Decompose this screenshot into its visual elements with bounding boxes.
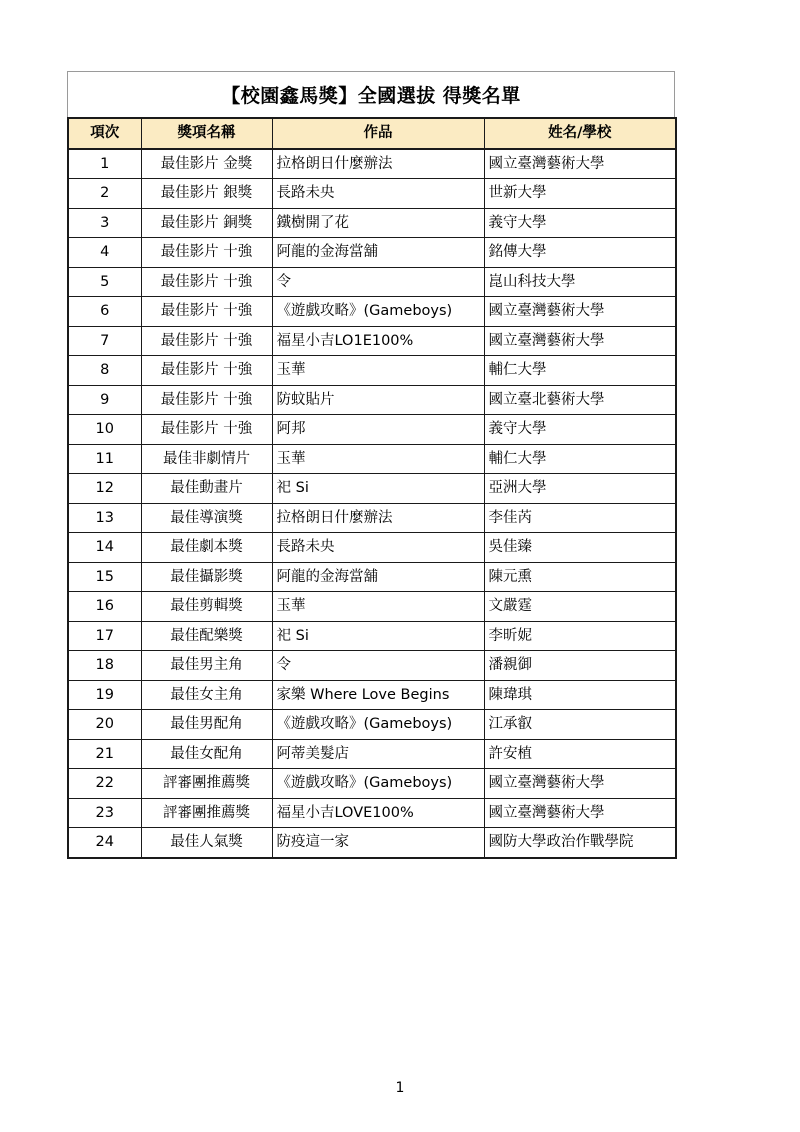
- table-row: [68, 474, 676, 504]
- cell-winner: 亞洲大學: [484, 474, 676, 504]
- cell-award: 最佳攝影獎: [141, 562, 272, 592]
- header-award: 獎項名稱: [141, 118, 272, 149]
- table-row: [68, 444, 676, 474]
- cell-num: 10: [68, 415, 141, 445]
- cell-work: 《遊戲攻略》(Gameboys): [272, 710, 484, 740]
- cell-work: 阿蒂美髮店: [272, 739, 484, 769]
- cell-winner: 銘傳大學: [484, 238, 676, 268]
- cell-award: 最佳影片 十強: [141, 238, 272, 268]
- cell-winner: 許安植: [484, 739, 676, 769]
- table-row: [68, 739, 676, 769]
- cell-work: 防疫這一家: [272, 828, 484, 858]
- table-row: [68, 503, 676, 533]
- table-row: [68, 297, 676, 327]
- cell-work: 長路未央: [272, 533, 484, 563]
- table-row: [68, 651, 676, 681]
- cell-num: 20: [68, 710, 141, 740]
- cell-winner: 江承叡: [484, 710, 676, 740]
- cell-num: 14: [68, 533, 141, 563]
- cell-award: 評審團推薦獎: [141, 769, 272, 799]
- cell-work: 福星小吉LOVE100%: [272, 798, 484, 828]
- table-row: [68, 680, 676, 710]
- cell-work: 家樂 Where Love Begins: [272, 680, 484, 710]
- cell-num: 23: [68, 798, 141, 828]
- table-row: [68, 238, 676, 268]
- cell-num: 12: [68, 474, 141, 504]
- cell-num: 5: [68, 267, 141, 297]
- cell-num: 11: [68, 444, 141, 474]
- cell-winner: 輔仁大學: [484, 444, 676, 474]
- table-row: [68, 562, 676, 592]
- cell-num: 18: [68, 651, 141, 681]
- cell-work: 令: [272, 651, 484, 681]
- cell-winner: 世新大學: [484, 179, 676, 209]
- cell-award: 最佳劇本獎: [141, 533, 272, 563]
- cell-award: 最佳影片 十強: [141, 356, 272, 386]
- cell-award: 最佳影片 十強: [141, 267, 272, 297]
- table-row: [68, 828, 676, 858]
- table-row: [68, 533, 676, 563]
- header-work: 作品: [272, 118, 484, 149]
- table-row: [68, 710, 676, 740]
- cell-num: 1: [68, 149, 141, 179]
- cell-award: 最佳男配角: [141, 710, 272, 740]
- cell-work: 玉華: [272, 444, 484, 474]
- cell-winner: 陳瑋琪: [484, 680, 676, 710]
- cell-num: 9: [68, 385, 141, 415]
- table-row: [68, 208, 676, 238]
- table-row: [68, 267, 676, 297]
- table-row: [68, 769, 676, 799]
- cell-award: 最佳剪輯獎: [141, 592, 272, 622]
- cell-winner: 國立臺灣藝術大學: [484, 297, 676, 327]
- cell-winner: 義守大學: [484, 415, 676, 445]
- cell-num: 7: [68, 326, 141, 356]
- cell-work: 《遊戲攻略》(Gameboys): [272, 297, 484, 327]
- cell-work: 玉華: [272, 592, 484, 622]
- cell-award: 評審團推薦獎: [141, 798, 272, 828]
- cell-num: 21: [68, 739, 141, 769]
- cell-winner: 國立臺灣藝術大學: [484, 326, 676, 356]
- cell-num: 22: [68, 769, 141, 799]
- cell-work: 阿邦: [272, 415, 484, 445]
- table-row: [68, 179, 676, 209]
- cell-winner: 國立臺灣藝術大學: [484, 149, 676, 179]
- cell-award: 最佳影片 銅獎: [141, 208, 272, 238]
- cell-num: 2: [68, 179, 141, 209]
- page-number: 1: [395, 1080, 405, 1096]
- cell-num: 3: [68, 208, 141, 238]
- cell-num: 4: [68, 238, 141, 268]
- cell-winner: 李佳芮: [484, 503, 676, 533]
- cell-award: 最佳影片 銀獎: [141, 179, 272, 209]
- cell-num: 19: [68, 680, 141, 710]
- cell-num: 16: [68, 592, 141, 622]
- award-table: [67, 117, 677, 859]
- table-row: [68, 415, 676, 445]
- table-row: [68, 356, 676, 386]
- cell-award: 最佳影片 十強: [141, 415, 272, 445]
- cell-work: 阿龍的金海當舖: [272, 238, 484, 268]
- table-header-row: [68, 118, 676, 149]
- cell-num: 15: [68, 562, 141, 592]
- cell-winner: 國立臺北藝術大學: [484, 385, 676, 415]
- table-row: [68, 592, 676, 622]
- table-row: [68, 621, 676, 651]
- cell-work: 拉格朗日什麼辦法: [272, 503, 484, 533]
- cell-winner: 國立臺灣藝術大學: [484, 769, 676, 799]
- cell-award: 最佳影片 十強: [141, 297, 272, 327]
- cell-award: 最佳導演獎: [141, 503, 272, 533]
- cell-work: 祀 Si: [272, 474, 484, 504]
- cell-award: 最佳影片 金獎: [141, 149, 272, 179]
- cell-winner: 潘親御: [484, 651, 676, 681]
- cell-award: 最佳人氣獎: [141, 828, 272, 858]
- header-winner: 姓名/學校: [484, 118, 676, 149]
- cell-winner: 崑山科技大學: [484, 267, 676, 297]
- cell-award: 最佳女主角: [141, 680, 272, 710]
- table-row: [68, 798, 676, 828]
- document-title: 【校園鑫馬獎】全國選拔 得獎名單: [67, 71, 675, 117]
- table-row: [68, 149, 676, 179]
- cell-winner: 吳佳臻: [484, 533, 676, 563]
- cell-winner: 李昕妮: [484, 621, 676, 651]
- cell-award: 最佳動畫片: [141, 474, 272, 504]
- cell-award: 最佳非劇情片: [141, 444, 272, 474]
- cell-award: 最佳影片 十強: [141, 385, 272, 415]
- cell-num: 8: [68, 356, 141, 386]
- cell-winner: 輔仁大學: [484, 356, 676, 386]
- cell-work: 玉華: [272, 356, 484, 386]
- cell-num: 6: [68, 297, 141, 327]
- header-num: 項次: [68, 118, 141, 149]
- cell-winner: 國立臺灣藝術大學: [484, 798, 676, 828]
- cell-work: 祀 Si: [272, 621, 484, 651]
- cell-winner: 義守大學: [484, 208, 676, 238]
- award-sheet: [67, 71, 675, 859]
- table-row: [68, 326, 676, 356]
- cell-num: 17: [68, 621, 141, 651]
- cell-num: 24: [68, 828, 141, 858]
- cell-work: 福星小吉LO1E100%: [272, 326, 484, 356]
- cell-work: 《遊戲攻略》(Gameboys): [272, 769, 484, 799]
- cell-work: 令: [272, 267, 484, 297]
- cell-award: 最佳影片 十強: [141, 326, 272, 356]
- cell-work: 阿龍的金海當舖: [272, 562, 484, 592]
- cell-work: 拉格朗日什麼辦法: [272, 149, 484, 179]
- cell-work: 長路未央: [272, 179, 484, 209]
- cell-winner: 陳元熏: [484, 562, 676, 592]
- cell-work: 鐵樹開了花: [272, 208, 484, 238]
- cell-winner: 文嚴霆: [484, 592, 676, 622]
- cell-work: 防蚊貼片: [272, 385, 484, 415]
- cell-num: 13: [68, 503, 141, 533]
- cell-award: 最佳女配角: [141, 739, 272, 769]
- table-body: [68, 149, 676, 858]
- cell-award: 最佳男主角: [141, 651, 272, 681]
- cell-winner: 國防大學政治作戰學院: [484, 828, 676, 858]
- cell-award: 最佳配樂獎: [141, 621, 272, 651]
- table-row: [68, 385, 676, 415]
